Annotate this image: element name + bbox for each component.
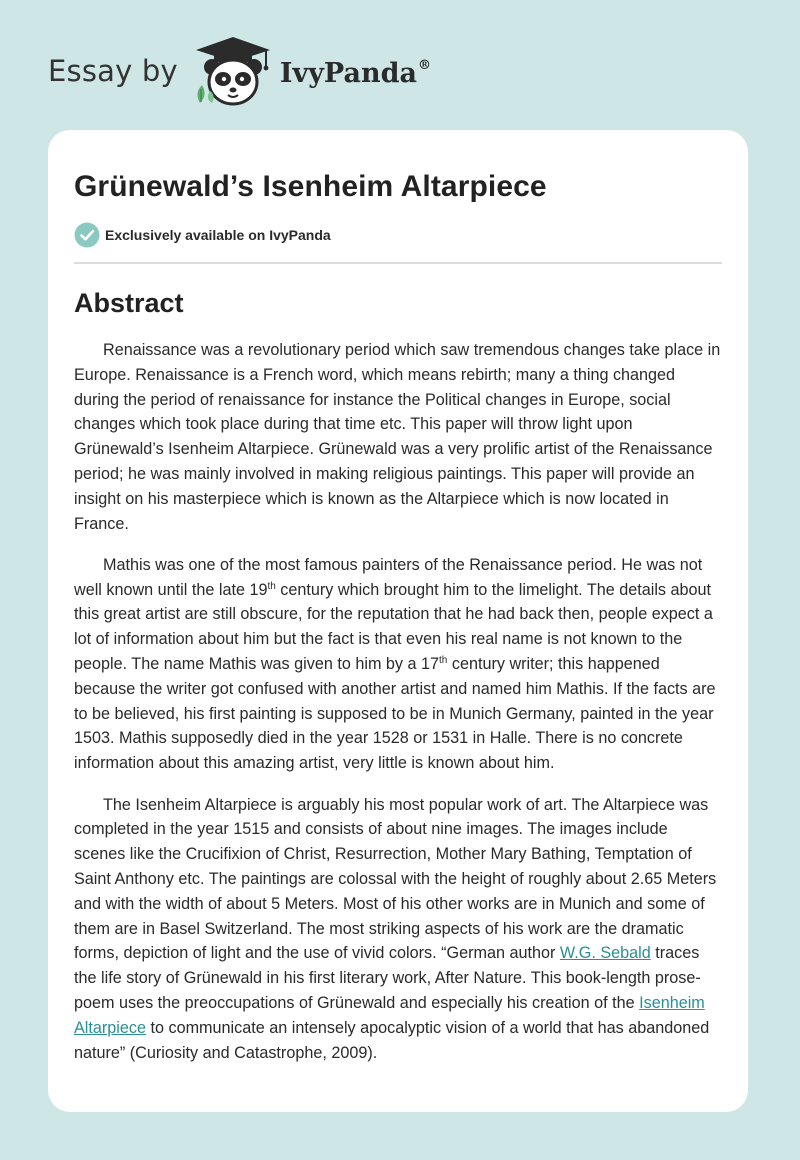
exclusive-badge-text: Exclusively available on IvyPanda xyxy=(105,227,331,243)
check-circle-icon xyxy=(74,222,100,248)
divider xyxy=(74,262,722,264)
brand-prefix: Essay by xyxy=(48,54,178,88)
page-title: Grünewald’s Isenheim Altarpiece xyxy=(74,170,547,203)
paragraph-2: Mathis was one of the most famous painters of the Renaissance period. He was not well known until the late 19th century which brought him to the limelight. The details about this great artist are still obscure, for the reputation that he had back then, people expect a lot of information about him but the fact is that even his real name is not known to the people. The name Mathis was given to him by a 17th century writer; this happened because the writer got confused with another artist and named him Mathis. If the facts are to be believed, his first painting is supposed to be in Munich Germany, painted in the year 1503. Mathis supposedly died in the year 1528 or 1531 in Halle. There is no concrete information about this amazing artist, very little is known about him. xyxy=(74,555,716,773)
superscript-th: th xyxy=(439,655,448,667)
section-heading-abstract: Abstract xyxy=(74,288,184,318)
brand-name[interactable]: IvyPanda® xyxy=(279,57,431,89)
paragraph-1: Renaissance was a revolutionary period which saw tremendous changes take place in Europe. Renaissance is a French word, which means rebirth; many a thing changed during the period of renaissance for instance the Political changes in Europe, social changes which took place during that time etc. This paper will throw light upon Grünewald’s Isenheim Altarpiece. Grünewald was a very prolific artist of the Renaissance period; he was mainly involved in making religious paintings. This paper will provide an insight on his masterpiece which is known as the Altarpiece which is now located in France. xyxy=(74,341,721,533)
essay-card xyxy=(48,130,748,1112)
paragraph-3: The Isenheim Altarpiece is arguably his most popular work of art. The Altarpiece was completed in the year 1515 and consists of about nine images. The images include scenes like the Crucifixion of Christ, Resurrection, Mother Mary Bathing, Temptation of Saint Anthony etc. The paintings are colossal with the height of roughly about 2.65 Meters and with the width of about 5 Meters. Most of his other works are in Munich and some of them are in Basel Switzerland. The most striking aspects of his work are the dramatic forms, depiction of light and the use of vivid colors. “German author W.G. Sebald traces the life story of Grünewald in his first literary work, After Nature. This book-length prose-poem uses the preoccupations of Grünewald and especially his creation of the Isenheim Altarpiece to communicate an intensely apocalyptic vision of a world that has abandoned nature” (Curiosity and Catastrophe, 2009). xyxy=(74,795,717,1062)
exclusive-badge xyxy=(74,222,722,248)
superscript-th: th xyxy=(267,580,276,592)
essay-body xyxy=(74,338,722,1065)
registered-mark: ® xyxy=(417,57,431,73)
link-wg-sebald[interactable]: W.G. Sebald xyxy=(559,944,651,963)
panda-graduation-cap-icon[interactable] xyxy=(190,35,276,107)
link-isenheim-altarpiece[interactable]: Isenheim Altarpiece xyxy=(74,993,705,1037)
brand-header xyxy=(48,36,431,106)
